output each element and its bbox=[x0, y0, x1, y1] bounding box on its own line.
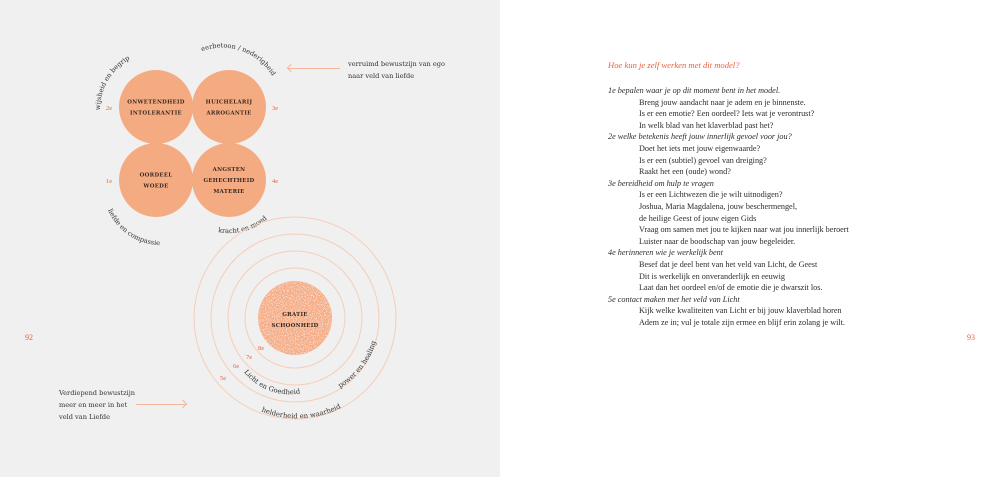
step-heading-text: herinneren wie je werkelijk bent bbox=[617, 248, 723, 258]
step-line: Kijk welke kwaliteiten van Licht er bij jouw klaverblad horen bbox=[639, 306, 842, 316]
leaf-angsten-line: MATERIE bbox=[213, 189, 245, 195]
step-line: Is er een emotie? Een oordeel? Iets wat je verontrust? bbox=[639, 109, 815, 119]
step-number: 4e bbox=[608, 248, 616, 258]
leaf-huichelarij-line: HUICHELARIJ bbox=[205, 99, 253, 106]
page-number-left: 92 bbox=[25, 333, 33, 342]
page-number-right: 93 bbox=[967, 333, 975, 342]
ordinal-4e: 4e bbox=[272, 178, 279, 185]
leaf-onwetendheid bbox=[119, 70, 193, 144]
step-line: Is er een Lichtwezen die je wilt uitnodigen? bbox=[639, 190, 783, 200]
note-top-line: verruimd bewustzijn van ego bbox=[348, 60, 445, 68]
step-heading-text: welke betekenis heeft jouw innerlijk gevoel voor jou? bbox=[617, 132, 792, 142]
center-disc bbox=[258, 281, 332, 355]
step-line: Dit is werkelijk en onveranderlijk en eeuwig bbox=[639, 271, 785, 281]
step-number: 1e bbox=[608, 86, 616, 95]
arc-label-eerbetoon: eerbetoon / nederigheid bbox=[199, 41, 278, 78]
leaf-oordeel-line: OORDEEL bbox=[139, 172, 173, 179]
step-heading-text: contact maken met het veld van Licht bbox=[617, 294, 740, 304]
ordinal-6e: 6e bbox=[233, 363, 240, 370]
step-line: Doet het iets met jouw eigenwaarde? bbox=[639, 143, 761, 153]
arc-label-wijsheid: wijsheid en begrip bbox=[93, 53, 132, 111]
leaf-huichelarij-line: ARROGANTIE bbox=[206, 110, 252, 117]
note-top-line: naar veld van liefde bbox=[348, 72, 415, 80]
ring-label-power: power en healing bbox=[336, 339, 378, 390]
step-heading bbox=[608, 247, 938, 259]
step-line: Luister naar de boodschap van jouw begeleider. bbox=[639, 236, 796, 246]
step-line: Laat dan het oordeel en/of de emotie die je dwarszit los. bbox=[639, 283, 823, 293]
note-top bbox=[348, 58, 445, 82]
leaf-huichelarij bbox=[192, 70, 266, 144]
step-number: 2e bbox=[608, 132, 616, 142]
leaf-oordeel bbox=[119, 143, 193, 217]
step-heading bbox=[608, 294, 938, 306]
step-heading bbox=[608, 178, 938, 190]
step-heading bbox=[608, 85, 938, 97]
note-bottom-line: veld van Liefde bbox=[59, 413, 111, 421]
step-line: Breng jouw aandacht naar je adem en je binnenste. bbox=[639, 97, 806, 107]
ordinal-3e: 3e bbox=[272, 105, 279, 112]
step-heading bbox=[608, 131, 938, 143]
step-line: de heilige Geest of jouw eigen Gids bbox=[639, 213, 757, 223]
arc-label-liefde: liefde en compassie bbox=[106, 207, 161, 248]
center-line-schoonheid: SCHOONHEID bbox=[271, 323, 319, 329]
step-line: Joshua, Maria Magdalena, jouw beschermengel, bbox=[639, 201, 798, 211]
step-heading-text: bepalen waar je op dit moment bent in het model. bbox=[617, 86, 781, 95]
ring-label-helderheid: helderheid en waarheid bbox=[260, 402, 342, 421]
step-heading-text: bereidheid om hulp te vragen bbox=[617, 178, 714, 188]
step-line: Adem ze in; vul je totale zijn ermee en blijf erin zolang je wilt. bbox=[639, 317, 845, 327]
ring-label-licht: Licht en Goedheid bbox=[242, 368, 301, 397]
leaf-angsten-line: ANGSTEN bbox=[212, 167, 246, 173]
arc-label-kracht: kracht en moed bbox=[217, 214, 269, 236]
ordinal-2e: 2e bbox=[106, 105, 113, 112]
steps-list bbox=[608, 85, 938, 328]
note-bottom bbox=[59, 387, 135, 423]
note-bottom-line: Verdiepend bewustzijn bbox=[59, 389, 136, 397]
instructions-title: Hoe kun je zelf werken met dit model? bbox=[608, 60, 740, 70]
step-line: Is er een (subtiel) gevoel van dreiging? bbox=[639, 155, 767, 165]
step-line: Besef dat je deel bent van het veld van Licht, de Geest bbox=[639, 259, 818, 269]
arrow-left bbox=[288, 68, 340, 69]
leaf-oordeel-line: WOEDE bbox=[143, 183, 169, 190]
instructions bbox=[608, 60, 938, 328]
step-line: Vraag om samen met jou te kijken naar wat jou innerlijk beroert bbox=[639, 225, 849, 235]
step-line: In welk blad van het klaverblad past het? bbox=[639, 120, 774, 130]
leaf-onwetendheid-line: INTOLERANTIE bbox=[130, 110, 182, 117]
step-number: 5e bbox=[608, 294, 616, 304]
leaf-onwetendheid-line: ONWETENDHEID bbox=[127, 99, 185, 106]
center-line-gratie: GRATIE bbox=[282, 312, 308, 318]
ordinal-5e: 5e bbox=[220, 375, 227, 382]
note-bottom-line: meer en meer in het bbox=[59, 401, 128, 409]
leaf-angsten-line: GEHECHTHEID bbox=[203, 178, 255, 184]
ordinal-8e: 8e bbox=[258, 345, 265, 352]
step-line: Raakt het een (oude) wond? bbox=[639, 167, 731, 177]
left-page bbox=[0, 0, 500, 477]
ordinal-1e: 1e bbox=[106, 178, 113, 185]
ordinal-7e: 7e bbox=[246, 354, 253, 361]
step-number: 3e bbox=[608, 178, 616, 188]
